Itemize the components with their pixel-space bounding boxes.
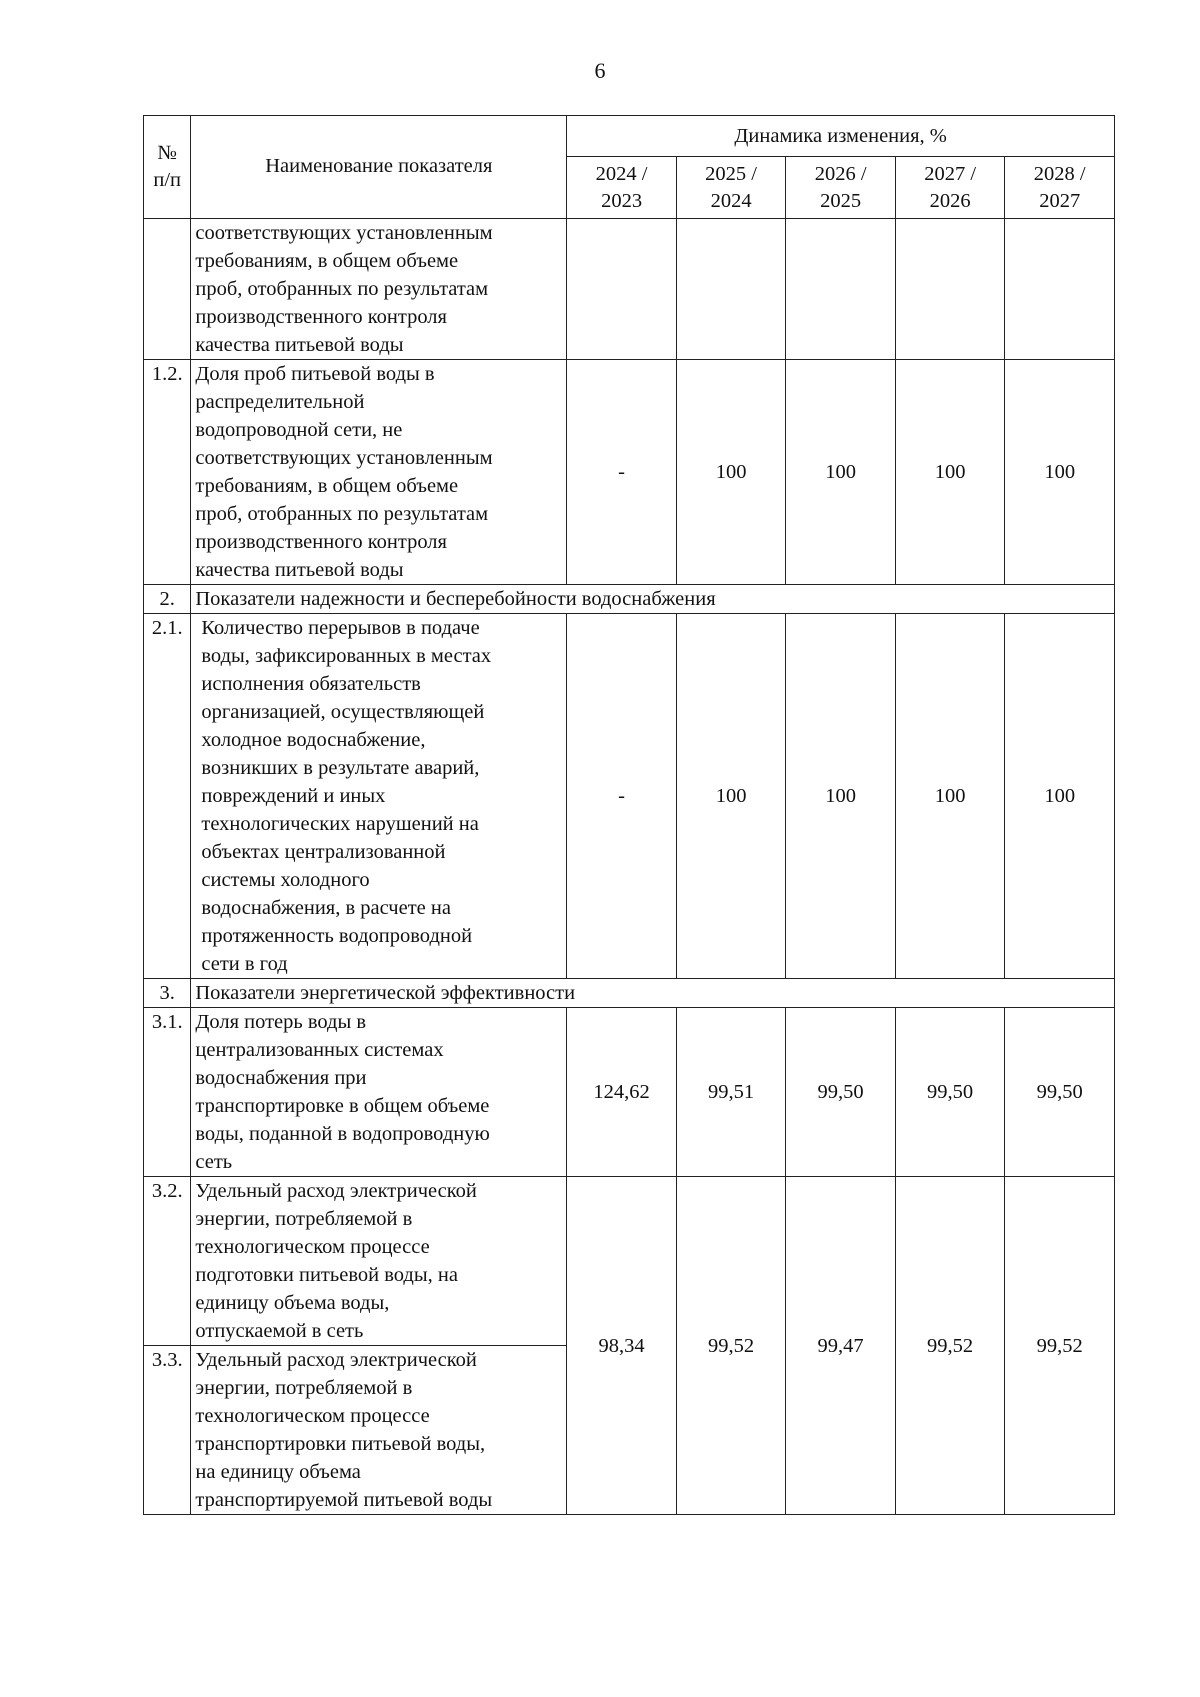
year-header: 2025 / 2024 [676, 157, 786, 219]
value-cell: - [567, 360, 677, 585]
value-cell [895, 219, 1005, 360]
col-header-dynamics: Динамика изменения, % [567, 116, 1115, 157]
row-number: 2.1. [144, 614, 191, 979]
col-header-num [144, 116, 191, 219]
value-cell: 99,47 [786, 1177, 896, 1515]
section-title: Показатели энергетической эффективности [191, 979, 1115, 1008]
value-cell: 99,50 [895, 1008, 1005, 1177]
indicator-name: соответствующих установленным требованиям, в общем объеме проб, отобранных по результатам производственного контроля качества питьевой воды [191, 219, 567, 360]
col-header-name: Наименование показателя [191, 116, 567, 219]
value-cell: 99,52 [1005, 1177, 1115, 1515]
indicator-name: Доля проб питьевой воды в распределительной водопроводной сети, не соответствующих установленным требованиям, в общем объеме проб, отобранных по результатам производственного контроля качества питьевой воды [191, 360, 567, 585]
value-cell: 100 [676, 360, 786, 585]
num-label-line: № [157, 142, 177, 164]
value-cell: 100 [676, 614, 786, 979]
indicator-name: Удельный расход электрической энергии, потребляемой в технологическом процессе подготовки питьевой воды, на единицу объема воды, отпускаемой в сеть [191, 1177, 567, 1346]
value-cell [676, 219, 786, 360]
value-cell: 100 [786, 360, 896, 585]
value-cell: 100 [786, 614, 896, 979]
value-cell: 99,50 [1005, 1008, 1115, 1177]
table-row [144, 1008, 1115, 1177]
section-row [144, 585, 1115, 614]
indicator-name: Количество перерывов в подаче воды, зафиксированных в местах исполнения обязательств организацией, осуществляющей холодное водоснабжение, возникших в результате аварий, повреждений и иных технологических нарушений на объектах централизованной системы холодного водоснабжения, в расчете на протяженность водопроводной сети в год [191, 614, 567, 979]
row-number: 3.2. [144, 1177, 191, 1346]
indicators-table [143, 115, 1115, 1515]
section-number: 2. [144, 585, 191, 614]
table-row [144, 219, 1115, 360]
header-row-1 [144, 116, 1115, 157]
page-number: 6 [594, 58, 606, 83]
value-cell: 124,62 [567, 1008, 677, 1177]
year-header: 2028 / 2027 [1005, 157, 1115, 219]
num-label-line: п/п [153, 169, 181, 191]
value-cell: 99,50 [786, 1008, 896, 1177]
value-cell: 98,34 [567, 1177, 677, 1515]
year-header: 2027 / 2026 [895, 157, 1005, 219]
value-cell: 100 [1005, 360, 1115, 585]
section-number: 3. [144, 979, 191, 1008]
value-cell [1005, 219, 1115, 360]
year-header: 2026 / 2025 [786, 157, 896, 219]
value-cell [567, 219, 677, 360]
year-header: 2024 / 2023 [567, 157, 677, 219]
table-row [144, 1177, 1115, 1346]
value-cell: 99,52 [895, 1177, 1005, 1515]
indicator-name: Удельный расход электрической энергии, потребляемой в технологическом процессе транспортировки питьевой воды, на единицу объема транспортируемой питьевой воды [191, 1346, 567, 1515]
row-number: 3.3. [144, 1346, 191, 1515]
value-cell: 99,51 [676, 1008, 786, 1177]
row-number [144, 219, 191, 360]
value-cell [786, 219, 896, 360]
table-row [144, 360, 1115, 585]
value-cell: 100 [895, 614, 1005, 979]
table-row [144, 614, 1115, 979]
value-cell: 100 [895, 360, 1005, 585]
value-cell: 100 [1005, 614, 1115, 979]
section-row [144, 979, 1115, 1008]
value-cell: 99,52 [676, 1177, 786, 1515]
value-cell: - [567, 614, 677, 979]
row-number: 1.2. [144, 360, 191, 585]
section-title: Показатели надежности и бесперебойности водоснабжения [191, 585, 1115, 614]
row-number: 3.1. [144, 1008, 191, 1177]
indicator-name: Доля потерь воды в централизованных системах водоснабжения при транспортировке в общем объеме воды, поданной в водопроводную сеть [191, 1008, 567, 1177]
